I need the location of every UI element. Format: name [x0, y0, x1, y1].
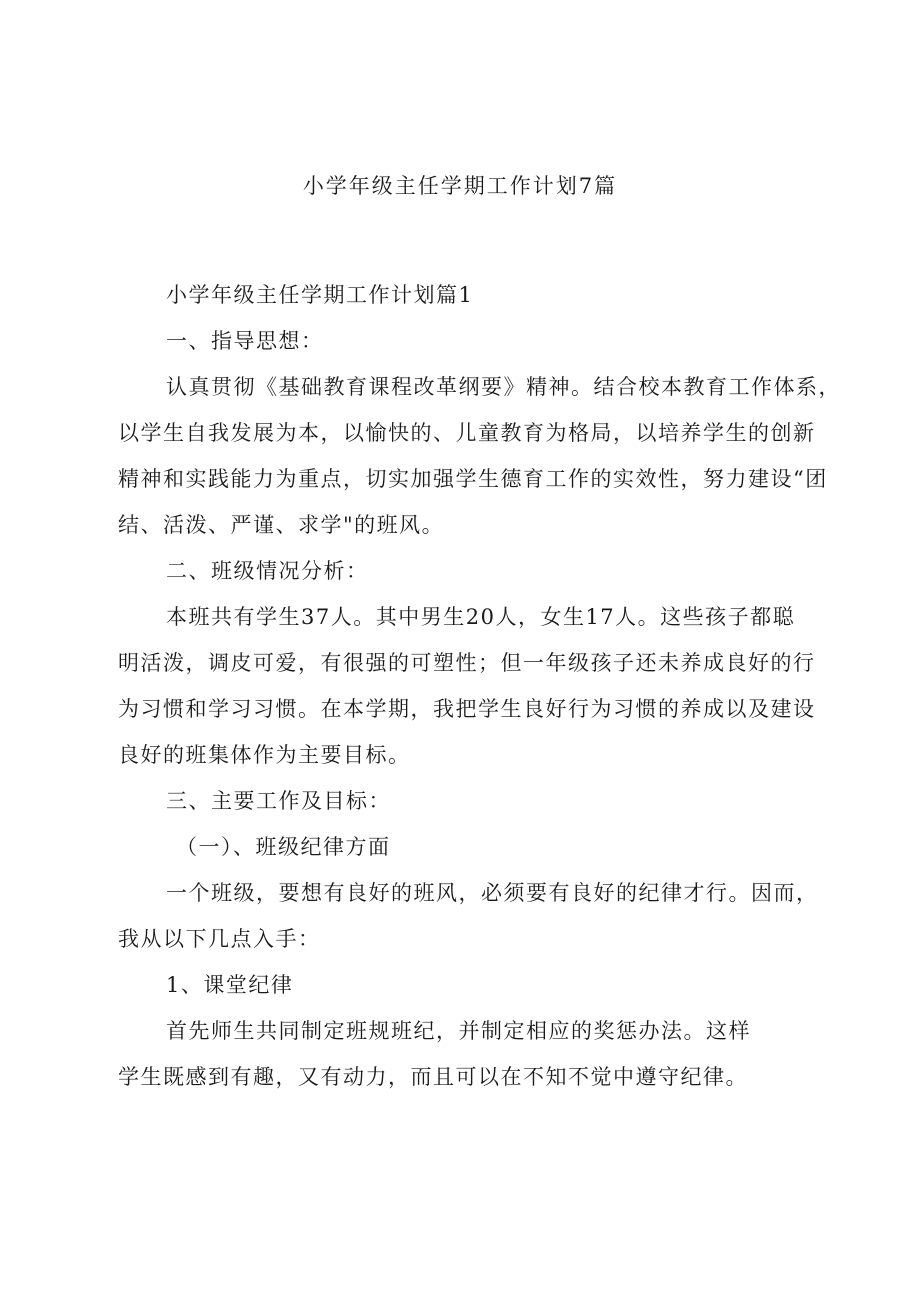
paragraph-line: 以学生自我发展为本，以愉快的、儿童教育为格局，以培养学生的创新: [118, 421, 816, 445]
paragraph-line: 明活泼，调皮可爱，有很强的可塑性；但一年级孩子还未养成良好的行: [118, 651, 816, 675]
heading-guiding-thought: 一、指导思想：: [166, 329, 324, 353]
heading-main-work: 三、主要工作及目标：: [166, 789, 391, 813]
document-body: [118, 272, 841, 1100]
document-title: 小学年级主任学期工作计划7篇: [302, 174, 618, 198]
heading-class-analysis: 二、班级情况分析：: [166, 559, 369, 583]
section-title: 小学年级主任学期工作计划篇1: [166, 283, 474, 307]
paragraph-line: 本班共有学生37人。其中男生20人，女生17人。这些孩子都聪: [166, 605, 796, 629]
paragraph-line: 结、活泼、严谨、求学"的班风。: [118, 513, 445, 537]
subheading-discipline: （一）、班级纪律方面: [176, 835, 391, 859]
paragraph-line: 为习惯和学习习惯。在本学期，我把学生良好行为习惯的养成以及建设: [118, 697, 816, 721]
paragraph-line: 精神和实践能力为重点，切实加强学生德育工作的实效性，努力建设“团: [118, 467, 828, 491]
paragraph-line: 良好的班集体作为主要目标。: [118, 743, 411, 767]
paragraph-line: 我从以下几点入手：: [118, 927, 321, 951]
paragraph-line: 首先师生共同制定班规班纪，并制定相应的奖惩办法。这样: [166, 1019, 751, 1043]
paragraph-line: 认真贯彻《基础教育课程改革纲要》精神。结合校本教育工作体系，: [166, 375, 841, 399]
paragraph-line: 一个班级，要想有良好的班风，必须要有良好的纪律才行。因而，: [166, 881, 819, 905]
paragraph-line: 学生既感到有趣，又有动力，而且可以在不知不觉中遵守纪律。: [118, 1065, 748, 1089]
item-classroom-discipline: 1、课堂纪律: [166, 973, 294, 997]
